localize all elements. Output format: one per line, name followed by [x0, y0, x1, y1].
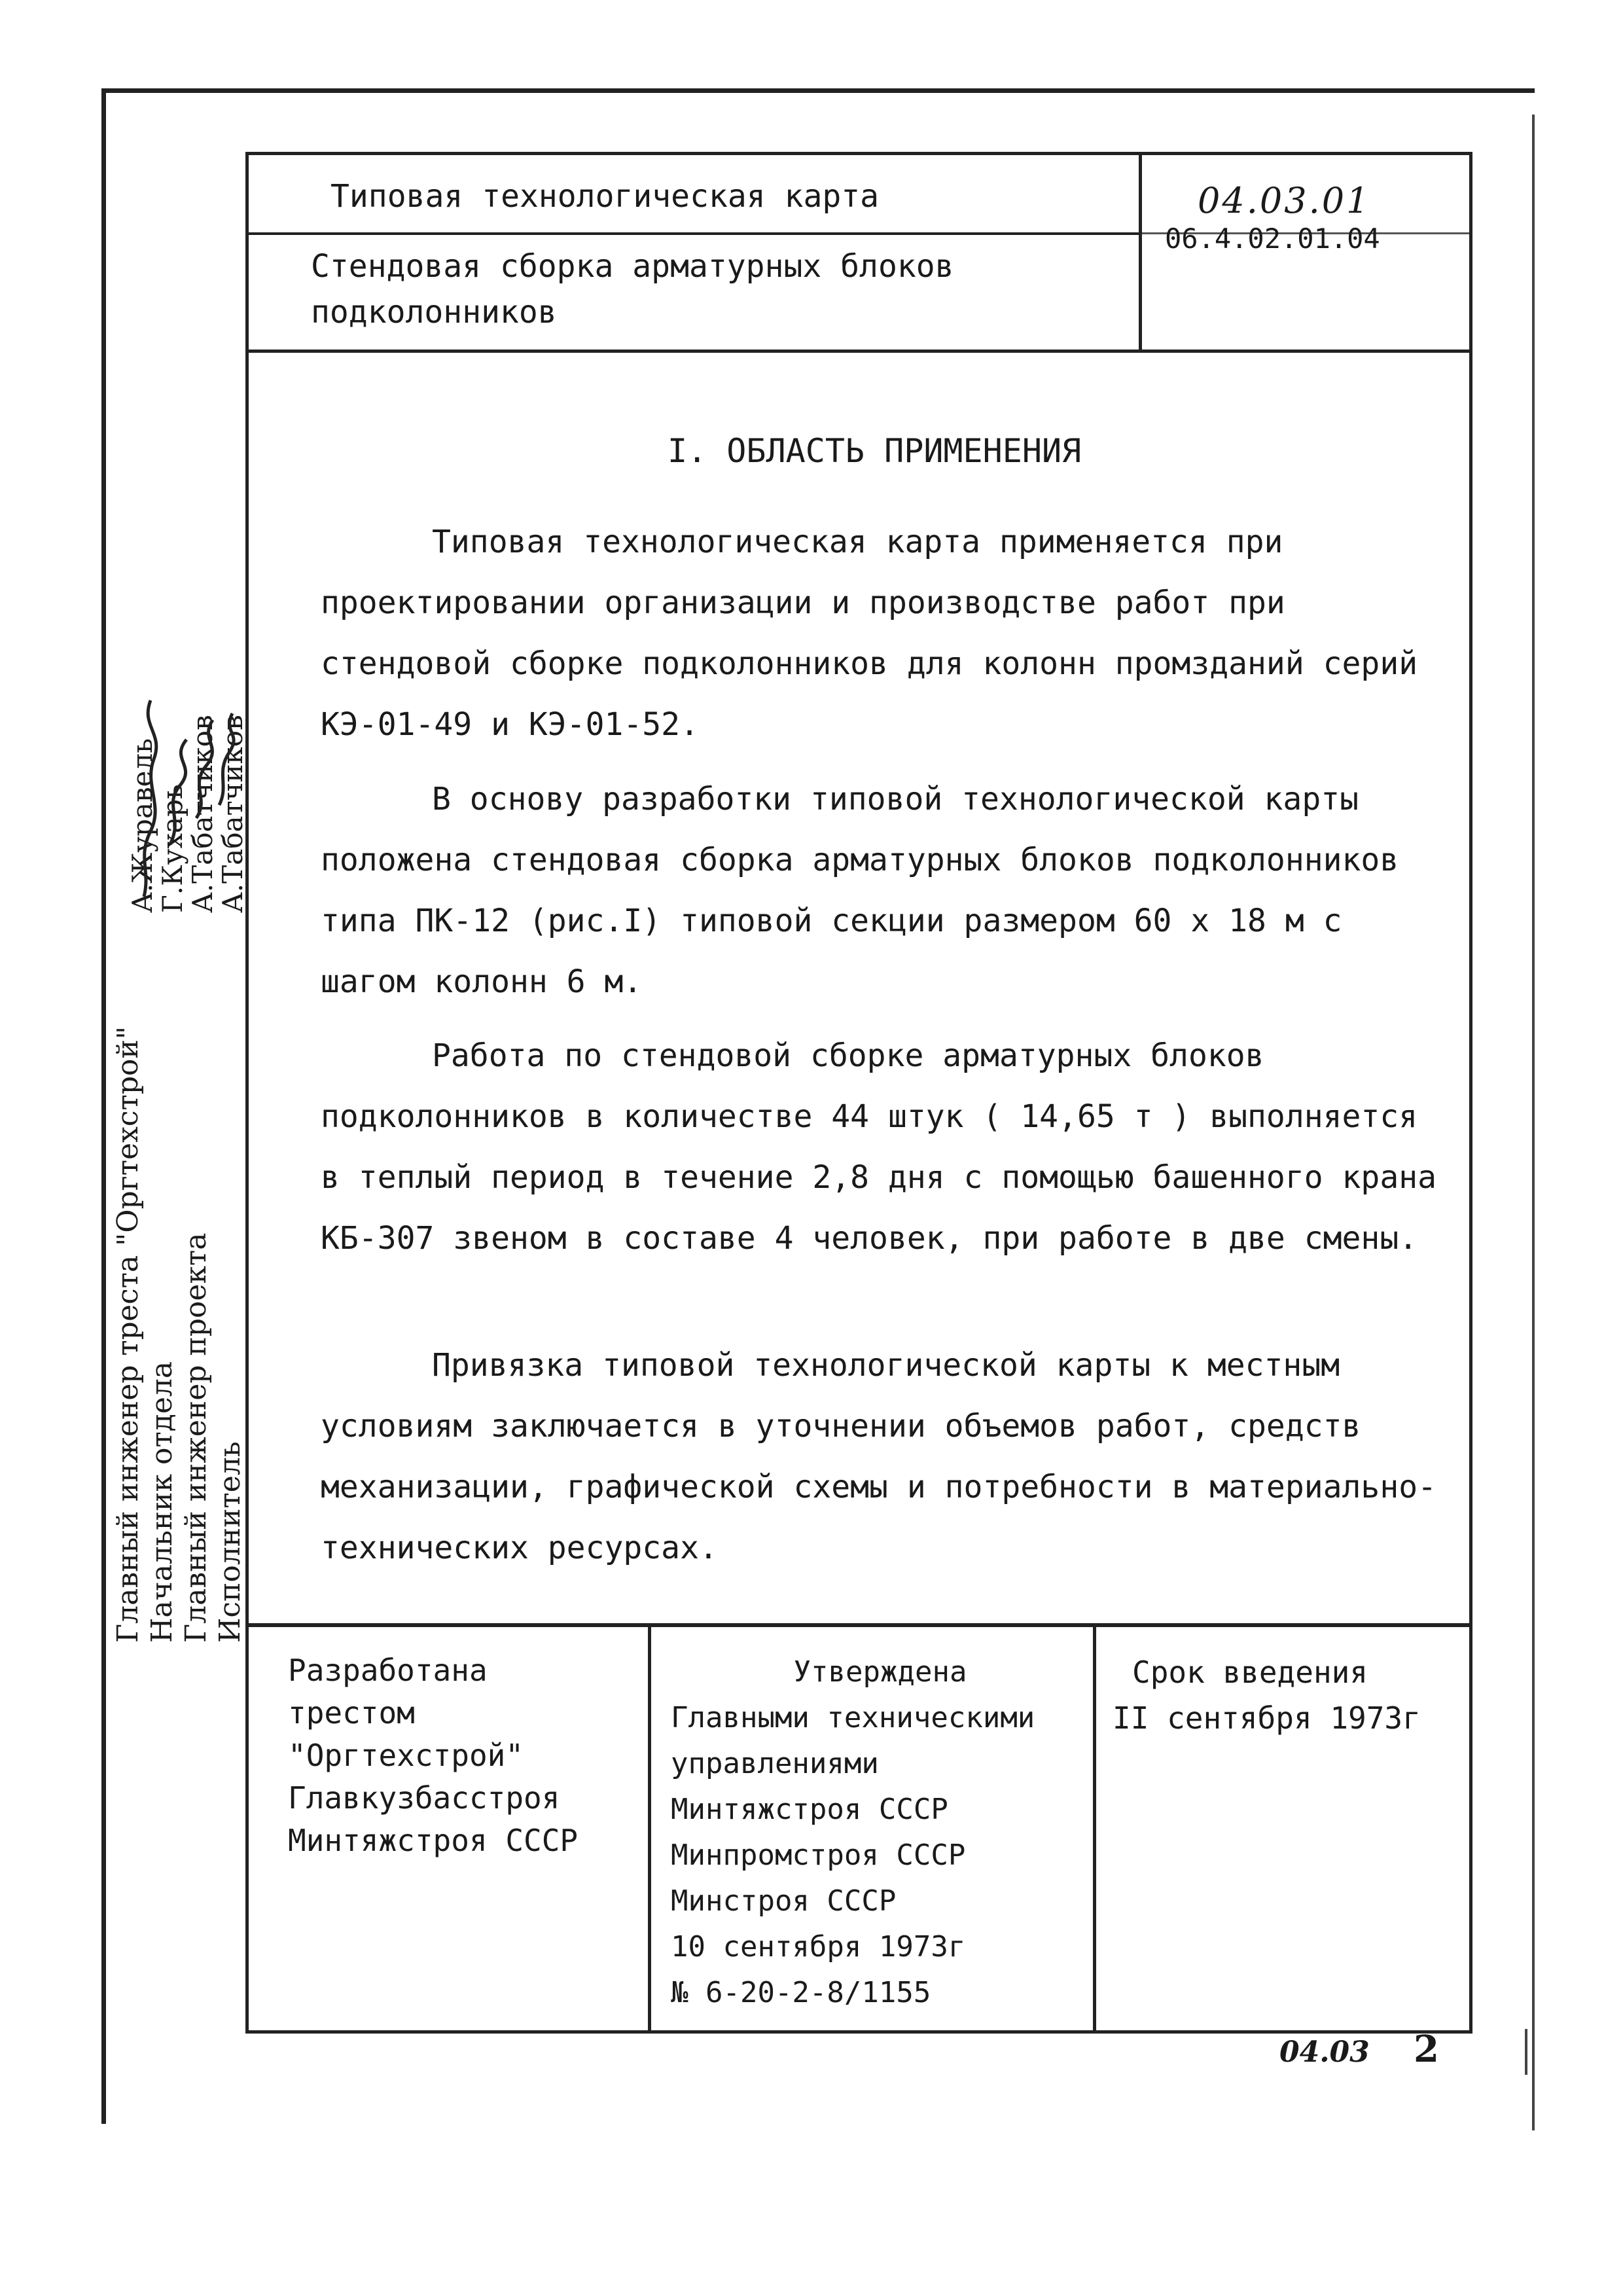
developed-line: "Оргтехстрой"	[288, 1738, 524, 1773]
paragraph-text: Привязка типовой технологической карты к местным условиям заключается в уточнении объемов работ, средств механизации, графической схемы и потребности в материально-технических ресурсах.	[321, 1347, 1437, 1566]
card-title: Стендовая сборка арматурных блоков подколонников	[311, 248, 954, 331]
paragraph-binding	[321, 1335, 1440, 1579]
frame-top-line	[101, 88, 1535, 93]
footer-top-line	[249, 1623, 1469, 1627]
position-department-head: Начальник отдела	[145, 1361, 179, 1643]
position-executor: Исполнитель	[213, 1441, 247, 1643]
name-1: А.Журавель	[126, 738, 158, 913]
approved-line: 10 сентября 1973г	[671, 1930, 966, 1964]
page-number: 2	[1414, 2028, 1439, 2071]
frame-right-line	[1532, 115, 1535, 2130]
approved-block	[671, 1649, 1090, 2016]
developed-line: трестом	[288, 1695, 415, 1731]
section-heading: I. ОБЛАСТЬ ПРИМЕНЕНИЯ	[668, 432, 1082, 470]
signatures-image	[124, 478, 242, 923]
approved-line: Минтяжстроя СССР	[671, 1793, 948, 1826]
name-3: А.Табатчиков	[187, 715, 219, 913]
term-block	[1113, 1649, 1466, 1741]
approved-label: Утверждена	[793, 1655, 967, 1689]
card-type: Типовая технологическая карта	[330, 178, 880, 215]
paragraph-text: Типовая технологическая карта применяется при проектировании организации и производстве работ при стендовой сборке подколонников для колонн промзданий серий КЭ-01-49 и КЭ-01-52.	[321, 524, 1418, 743]
approved-line: управлениями	[671, 1747, 879, 1780]
developed-line: Главкузбасстроя	[288, 1780, 560, 1816]
footer-separator	[648, 1627, 651, 2030]
name-4: А.Табатчиков	[217, 715, 249, 913]
card-code-handwritten: 04.03.01	[1198, 180, 1371, 221]
term-label: Срок введения	[1132, 1655, 1368, 1690]
developed-block	[288, 1649, 635, 1862]
paragraph-scope	[321, 512, 1440, 755]
card-code-typed: 06.4.02.01.04	[1165, 223, 1380, 255]
frame-left-line	[101, 88, 106, 2124]
frame-bottom-tick	[1525, 2029, 1527, 2075]
approved-line: Минпромстроя СССР	[671, 1839, 966, 1872]
paragraph-text: Работа по стендовой сборке арматурных блоков подколонников в количестве 44 штук ( 14,65 т ) выполняется в теплый период в течение 2,8 дня с помощью башенного крана КБ-307 звеном в составе 4 человек, при работе в две смены.	[321, 1037, 1437, 1257]
footer-separator	[1093, 1627, 1096, 2030]
position-chief-engineer: Главный инженер треста "Оргтехстрой"	[111, 1026, 145, 1643]
name-2: Г.Кухарь	[156, 784, 188, 913]
developed-label: Разработана	[288, 1653, 488, 1688]
approved-line: Минстроя СССР	[671, 1884, 897, 1918]
approved-line: № 6-20-2-8/1155	[671, 1976, 931, 2009]
position-project-engineer: Главный инженер проекта	[179, 1232, 213, 1643]
developed-line: Минтяжстроя СССР	[288, 1823, 579, 1858]
page-code: 04.03	[1279, 2036, 1370, 2069]
paragraph-work	[321, 1026, 1440, 1269]
approved-line: Главными техническими	[671, 1701, 1035, 1734]
paragraph-basis	[321, 769, 1440, 1013]
term-value: II сентября 1973г	[1113, 1700, 1421, 1736]
paragraph-text: В основу разработки типовой технологической карты положена стендовая сборка арматурных блоков подколонников типа ПК-12 (рис.I) типовой секции размером 60 х 18 м с шагом колонн 6 м.	[321, 781, 1399, 1000]
